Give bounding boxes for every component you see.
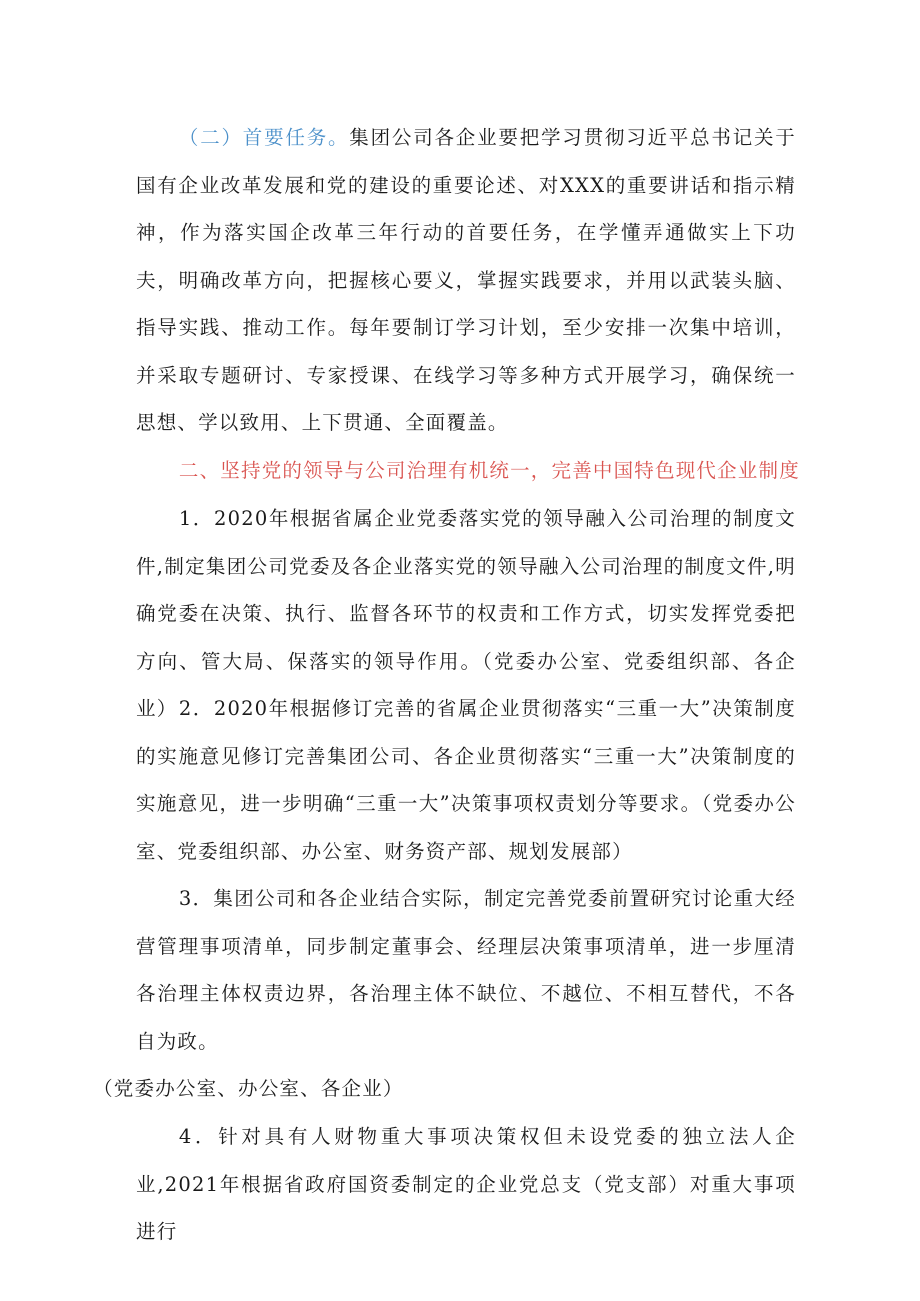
- list-item-2: 2．2020年根据修订完善的省属企业贯彻落实“三重一大”决策制度的实施意见修订完善集团公司、各企业贯彻落实“三重一大”决策制度的实施意见，进一步明确“三重一大”决策事项权责划分等要求。（党委办公室、党委组织部、办公室、财务资产部、规划发展部）: [136, 697, 796, 863]
- subsection-label: （二）首要任务。: [178, 126, 350, 149]
- list-item-3-departments: （党委办公室、办公室、各企业）: [93, 1077, 404, 1100]
- list-item-4: 4．针对具有人财物重大事项决策权但未设党委的独立法人企业,2021年根据省政府国资委制定的企业党总支（党支部）对重大事项进行: [136, 1125, 796, 1243]
- subsection-body: 集团公司各企业要把学习贯彻习近平总书记关于国有企业改革发展和党的建设的重要论述、对XXX的重要讲话和指示精神，作为落实国企改革三年行动的首要任务，在学懂弄通做实上下功夫，明确改革方向，把握核心要义，掌握实践要求，并用以武装头脑、指导实践、推动工作。每年要制订学习计划，至少安排一次集中培训，并采取专题研讨、专家授课、在线学习等多种方式开展学习，确保统一思想、学以致用、上下贯通、全面覆盖。: [136, 126, 796, 434]
- list-item-3: [93, 875, 796, 1113]
- paragraph-first-task: [136, 114, 796, 447]
- section-heading-two: 二、坚持党的领导与公司治理有机统一，完善中国特色现代企业制度: [178, 459, 800, 482]
- list-item-1: 1．2020年根据省属企业党委落实党的领导融入公司治理的制度文件,制定集团公司党委及各企业落实党的领导融入公司治理的制度文件,明确党委在决策、执行、监督各环节的权责和工作方式，切实发挥党委把方向、管大局、保落实的领导作用。（党委办公室、党委组织部、各企业）: [136, 507, 796, 720]
- list-item-3-text: 3．集团公司和各企业结合实际，制定完善党委前置研究讨论重大经营管理事项清单，同步制定董事会、经理层决策事项清单，进一步厘清各治理主体权责边界，各治理主体不缺位、不越位、不相互替代，不各自为政。: [136, 887, 796, 1053]
